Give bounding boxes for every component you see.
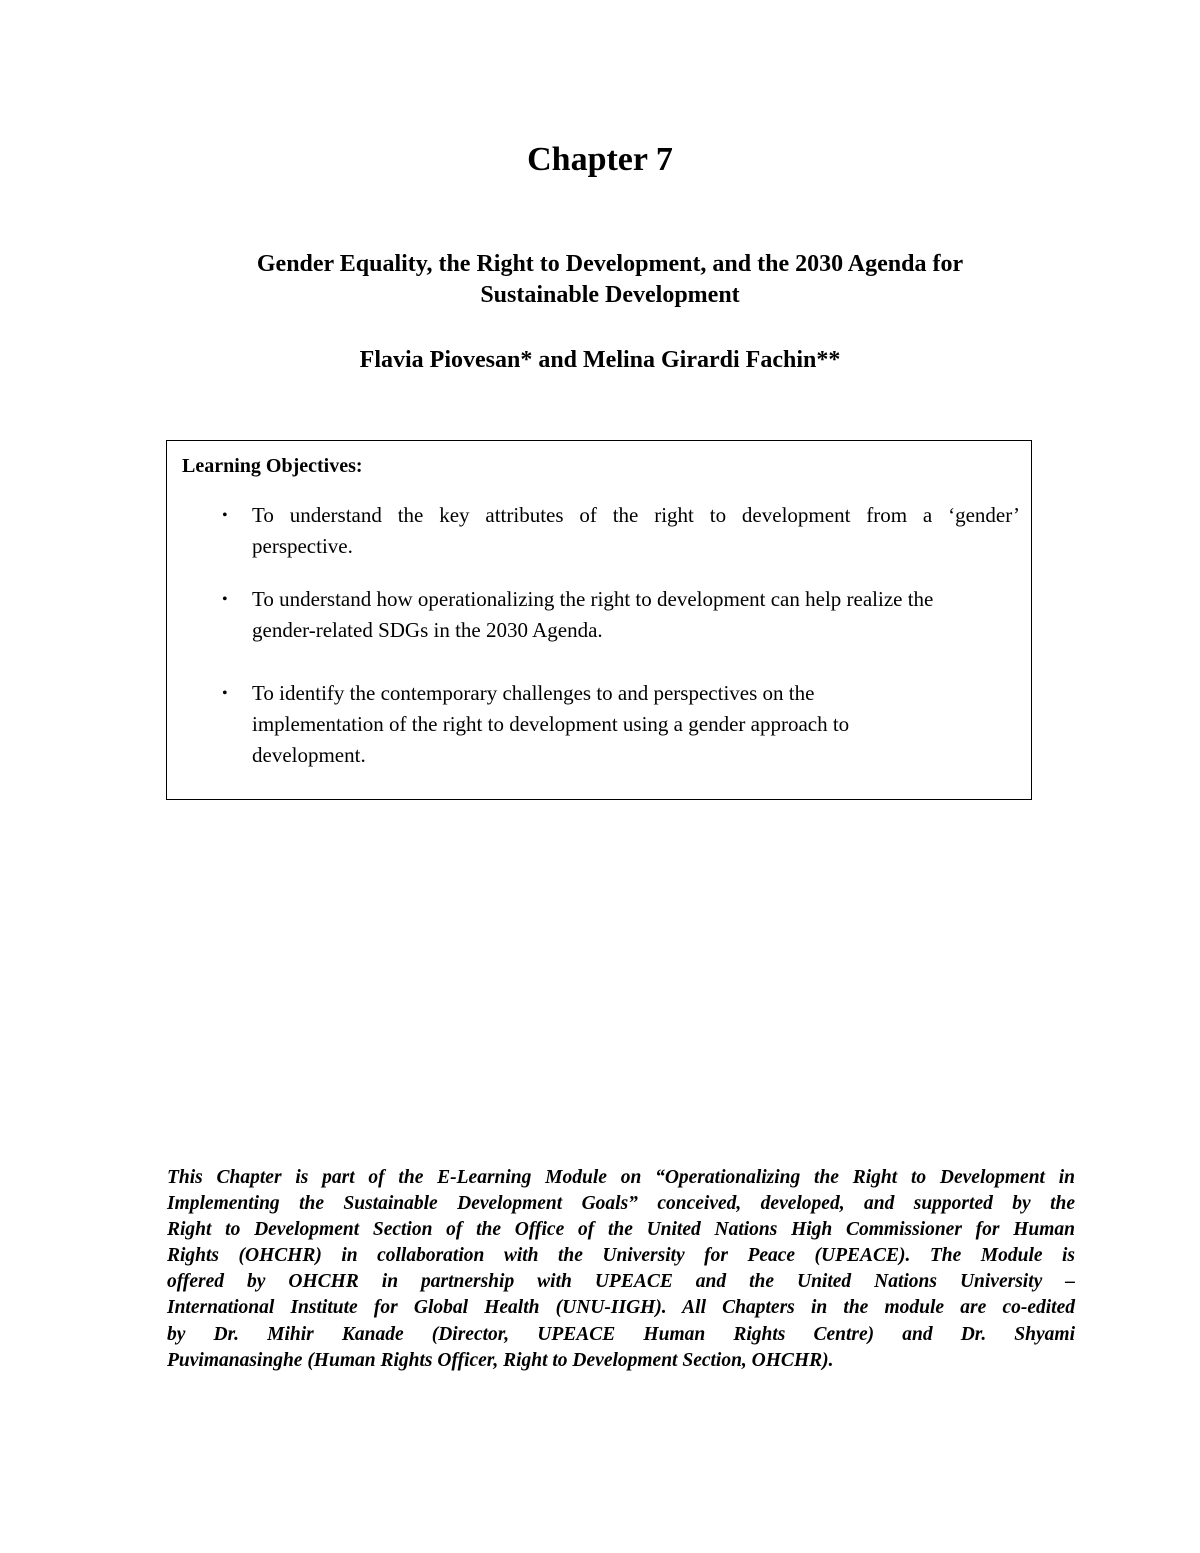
objective-line: To understand how operationalizing the right to development can help realize the bbox=[252, 587, 934, 611]
learning-objective-text bbox=[252, 678, 1020, 771]
objective-line: perspective. bbox=[252, 534, 353, 558]
footnote-line: This Chapter is part of the E-Learning Module on “Operationalizing the Right to Development in bbox=[167, 1167, 1075, 1188]
chapter-title-line: Sustainable Development bbox=[480, 282, 740, 308]
chapter-heading: Chapter 7 bbox=[527, 141, 673, 178]
footnote-line: offered by OHCHR in partnership with UPEACE and the United Nations University – bbox=[167, 1271, 1075, 1293]
objective-line: To understand the key attributes of the right to development from a ‘gender’ bbox=[252, 503, 1020, 527]
footnote-line: Right to Development Section of the Office of the United Nations High Commissioner for Human bbox=[167, 1219, 1075, 1241]
objective-line: gender-related SDGs in the 2030 Agenda. bbox=[252, 618, 603, 642]
objective-line: To identify the contemporary challenges to and perspectives on the bbox=[252, 681, 815, 705]
bullet-icon: • bbox=[222, 507, 228, 524]
chapter-authors: Flavia Piovesan* and Melina Girardi Fachin** bbox=[359, 347, 841, 373]
chapter-title-line: Gender Equality, the Right to Development, and the 2030 Agenda for bbox=[256, 251, 964, 277]
footnote-line: by Dr. Mihir Kanade (Director, UPEACE Human Rights Centre) and Dr. Shyami bbox=[167, 1323, 1075, 1345]
chapter-title bbox=[180, 249, 1040, 311]
footnote-line: Rights (OHCHR) in collaboration with the University for Peace (UPEACE). The Module is bbox=[167, 1245, 1075, 1267]
module-footnote bbox=[167, 1165, 1075, 1374]
objective-line: development. bbox=[252, 743, 366, 767]
objective-line: implementation of the right to development using a gender approach to bbox=[252, 712, 850, 736]
bullet-icon: • bbox=[222, 591, 228, 608]
footnote-line: Puvimanasinghe (Human Rights Officer, Right to Development Section, OHCHR). bbox=[167, 1349, 834, 1371]
footnote-line: Implementing the Sustainable Development Goals” conceived, developed, and supported by the bbox=[167, 1193, 1075, 1215]
bullet-icon: • bbox=[222, 685, 228, 702]
learning-objective-text bbox=[252, 500, 1020, 562]
learning-objectives-heading: Learning Objectives: bbox=[182, 455, 363, 477]
footnote-line: International Institute for Global Health (UNU-IIGH). All Chapters in the module are co-edited bbox=[167, 1297, 1075, 1319]
learning-objectives-box bbox=[166, 440, 1032, 800]
learning-objective-text bbox=[252, 584, 1020, 646]
